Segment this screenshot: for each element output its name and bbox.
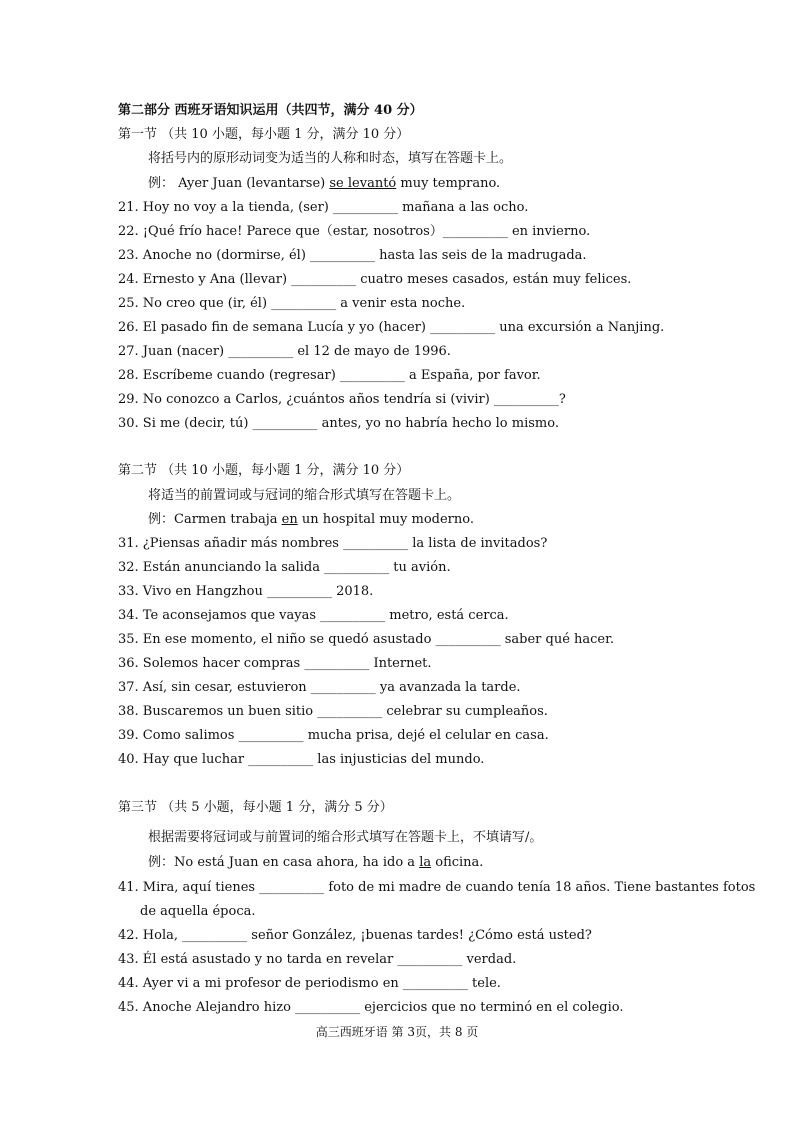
section-3-instruction: 根据需要将冠词或与前置词的缩合形式填写在答题卡上，不填请写/。 [148,830,543,845]
question-35: 35. En ese momento, el niño se quedó asustado __________ saber qué hacer. [118,632,615,647]
question-27: 27. Juan (nacer) __________ el 12 de mayo de 1996. [118,344,451,359]
example-text: 例：Carmen trabaja [148,512,282,527]
question-43: 43. Él está asustado y no tarda en revelar __________ verdad. [118,952,517,967]
section-1-instruction: 将括号内的原形动词变为适当的人称和时态，填写在答题卡上。 [148,151,513,166]
section-3-title: 第三节 （共 5 小题，每小题 1 分，满分 5 分） [118,800,393,815]
example-text: un hospital muy moderno. [297,512,474,527]
section-1-title: 第一节 （共 10 小题，每小题 1 分，满分 10 分） [118,127,410,142]
question-41-continued: de aquella época. [140,904,256,919]
example-text: oficina. [431,855,484,870]
example-answer: la [419,855,432,870]
question-34: 34. Te aconsejamos que vayas __________ metro, está cerca. [118,608,509,623]
question-24: 24. Ernesto y Ana (llevar) __________ cuatro meses casados, están muy felices. [118,272,632,287]
question-41: 41. Mira, aquí tienes __________ foto de mi madre de cuando tenía 18 años. Tiene bastantes fotos [118,880,756,895]
question-30: 30. Si me (decir, tú) __________ antes, yo no habría hecho lo mismo. [118,416,559,431]
example-text: 例： Ayer Juan (levantarse) [148,176,330,191]
question-33: 33. Vivo en Hangzhou __________ 2018. [118,584,374,599]
example-answer: en [281,512,298,527]
part-title: 第二部分 西班牙语知识运用（共四节，满分 40 分） [118,103,423,118]
question-32: 32. Están anunciando la salida __________ tu avión. [118,560,451,575]
question-37: 37. Así, sin cesar, estuvieron __________ ya avanzada la tarde. [118,680,521,695]
question-23: 23. Anoche no (dormirse, él) __________ hasta las seis de la madrugada. [118,248,587,263]
section-1-example [148,175,500,193]
example-text: 例：No está Juan en casa ahora, ha ido a [148,855,420,870]
question-22: 22. ¡Qué frío hace! Parece que（estar, nosotros）__________ en invierno. [118,224,591,239]
question-45: 45. Anoche Alejandro hizo __________ ejercicios que no terminó en el colegio. [118,1000,624,1015]
question-36: 36. Solemos hacer compras __________ Internet. [118,656,432,671]
section-2-example [148,511,474,529]
section-2-instruction: 将适当的前置词或与冠词的缩合形式填写在答题卡上。 [148,488,461,503]
question-39: 39. Como salimos __________ mucha prisa, dejé el celular en casa. [118,728,549,743]
question-21: 21. Hoy no voy a la tienda, (ser) __________ mañana a las ocho. [118,200,529,215]
section-2-title: 第二节 （共 10 小题，每小题 1 分，满分 10 分） [118,463,410,478]
question-25: 25. No creo que (ir, él) __________ a venir esta noche. [118,296,466,311]
question-44: 44. Ayer vi a mi profesor de periodismo en __________ tele. [118,976,501,991]
example-answer: se levantó [329,176,397,191]
question-28: 28. Escríbeme cuando (regresar) __________ a España, por favor. [118,368,541,383]
question-42: 42. Hola, __________ señor González, ¡buenas tardes! ¿Cómo está usted? [118,928,592,943]
question-29: 29. No conozco a Carlos, ¿cuántos años tendría si (vivir) __________? [118,392,566,407]
page-footer: 高三西班牙语 第 3页，共 8 页 [315,1025,479,1039]
example-text: muy temprano. [396,176,501,191]
question-26: 26. El pasado fin de semana Lucía y yo (hacer) __________ una excursión a Nanjing. [118,320,665,335]
question-38: 38. Buscaremos un buen sitio __________ celebrar su cumpleaños. [118,704,548,719]
question-40: 40. Hay que luchar __________ las injusticias del mundo. [118,752,485,767]
section-3-example [148,854,483,872]
question-31: 31. ¿Piensas añadir más nombres __________ la lista de invitados? [118,536,548,551]
